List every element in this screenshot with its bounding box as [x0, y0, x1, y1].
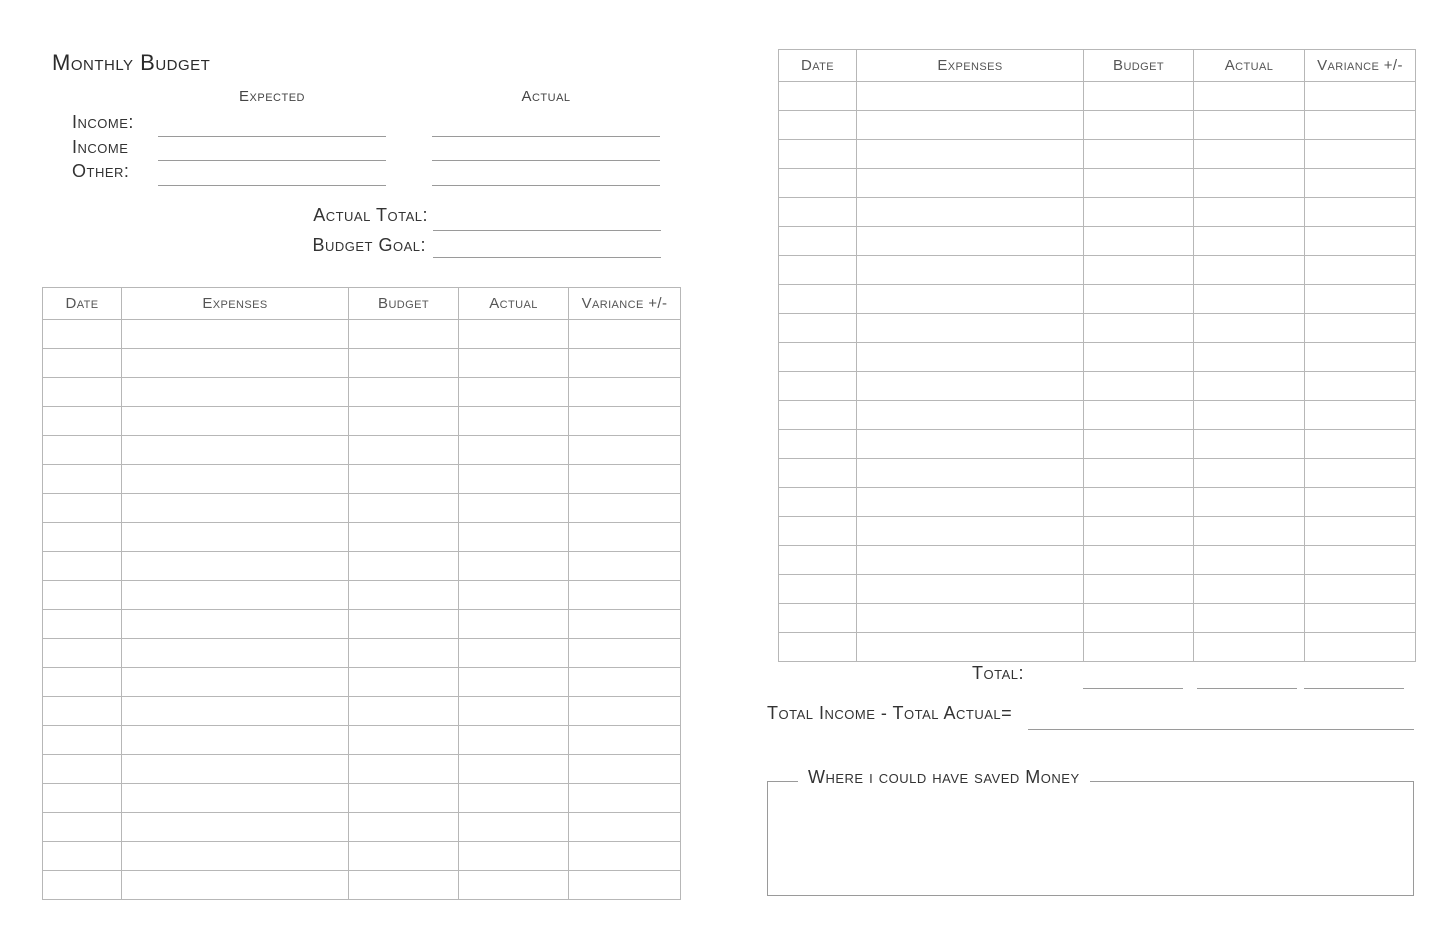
date-cell[interactable] [43, 610, 122, 639]
date-cell[interactable] [779, 314, 857, 343]
variance-column-header: Variance +/- [1305, 50, 1416, 82]
table-header-row [43, 288, 681, 320]
actual-cell[interactable] [1194, 517, 1305, 546]
budget-cell[interactable] [1084, 198, 1194, 227]
date-cell[interactable] [43, 755, 122, 784]
variance-cell[interactable] [569, 436, 681, 465]
actual-cell[interactable] [459, 407, 569, 436]
expense-cell[interactable] [122, 407, 349, 436]
variance-cell[interactable] [569, 639, 681, 668]
actual-cell[interactable] [1194, 546, 1305, 575]
expense-cell[interactable] [857, 430, 1084, 459]
date-cell[interactable] [43, 552, 122, 581]
table-row [779, 256, 1416, 285]
date-cell[interactable] [43, 378, 122, 407]
total-budget-field[interactable] [1083, 688, 1183, 689]
table-row [779, 488, 1416, 517]
variance-cell[interactable] [1305, 169, 1416, 198]
income-actual-field-2[interactable] [432, 160, 660, 161]
budget-cell[interactable] [1084, 314, 1194, 343]
table-row [43, 784, 681, 813]
actual-cell[interactable] [459, 349, 569, 378]
table-row [43, 610, 681, 639]
date-cell[interactable] [43, 465, 122, 494]
savings-notes-title: Where i could have saved Money [798, 767, 1090, 788]
table-row [43, 378, 681, 407]
budget-cell[interactable] [1084, 285, 1194, 314]
actual-cell[interactable] [1194, 633, 1305, 662]
actual-cell[interactable] [459, 668, 569, 697]
budget-cell[interactable] [349, 871, 459, 900]
date-cell[interactable] [43, 494, 122, 523]
actual-cell[interactable] [459, 726, 569, 755]
actual-column-label: Actual [521, 88, 571, 105]
date-cell[interactable] [43, 668, 122, 697]
table-row [779, 633, 1416, 662]
variance-cell[interactable] [569, 697, 681, 726]
variance-cell[interactable] [569, 755, 681, 784]
actual-cell[interactable] [459, 871, 569, 900]
budget-cell[interactable] [1084, 430, 1194, 459]
budget-cell[interactable] [349, 407, 459, 436]
date-cell[interactable] [43, 436, 122, 465]
actual-cell[interactable] [1194, 488, 1305, 517]
actual-total-field[interactable] [433, 230, 661, 231]
budget-cell[interactable] [349, 465, 459, 494]
variance-cell[interactable] [1305, 285, 1416, 314]
actual-total-label: Actual Total: [313, 205, 428, 225]
table-row [43, 465, 681, 494]
expense-cell[interactable] [122, 581, 349, 610]
budget-cell[interactable] [349, 552, 459, 581]
expense-cell[interactable] [857, 575, 1084, 604]
budget-cell[interactable] [1084, 111, 1194, 140]
expense-cell[interactable] [857, 401, 1084, 430]
expense-cell[interactable] [122, 436, 349, 465]
other-row-label: Other: [72, 161, 130, 181]
budget-cell[interactable] [1084, 517, 1194, 546]
date-cell[interactable] [43, 349, 122, 378]
expense-cell[interactable] [122, 523, 349, 552]
actual-cell[interactable] [459, 523, 569, 552]
date-cell[interactable] [43, 784, 122, 813]
actual-cell[interactable] [1194, 575, 1305, 604]
budget-cell[interactable] [349, 842, 459, 871]
expense-cell[interactable] [857, 285, 1084, 314]
actual-cell[interactable] [459, 320, 569, 349]
expenses-column-header: Expenses [857, 50, 1084, 82]
expense-cell[interactable] [122, 668, 349, 697]
date-cell[interactable] [43, 871, 122, 900]
expense-cell[interactable] [857, 372, 1084, 401]
date-cell[interactable] [779, 140, 857, 169]
date-cell[interactable] [779, 285, 857, 314]
budget-column-header: Budget [1084, 50, 1194, 82]
expense-cell[interactable] [122, 871, 349, 900]
table-row [43, 755, 681, 784]
date-cell[interactable] [779, 169, 857, 198]
date-cell[interactable] [43, 320, 122, 349]
date-cell[interactable] [43, 581, 122, 610]
budget-cell[interactable] [349, 813, 459, 842]
income-minus-actual-label: Total Income - Total Actual= [767, 703, 1013, 723]
expense-cell[interactable] [857, 459, 1084, 488]
expense-cell[interactable] [122, 378, 349, 407]
table-row [779, 401, 1416, 430]
actual-cell[interactable] [459, 639, 569, 668]
variance-cell[interactable] [569, 842, 681, 871]
expense-cell[interactable] [122, 494, 349, 523]
actual-cell[interactable] [1194, 401, 1305, 430]
expenses-table-right [778, 49, 1416, 662]
expense-cell[interactable] [122, 610, 349, 639]
expense-cell[interactable] [857, 546, 1084, 575]
actual-cell[interactable] [1194, 256, 1305, 285]
variance-cell[interactable] [569, 523, 681, 552]
budget-cell[interactable] [349, 494, 459, 523]
table-row [779, 604, 1416, 633]
date-cell[interactable] [43, 697, 122, 726]
expense-cell[interactable] [857, 256, 1084, 285]
table-row [43, 871, 681, 900]
variance-cell[interactable] [1305, 488, 1416, 517]
income-actual-field-1[interactable] [432, 136, 660, 137]
actual-cell[interactable] [459, 552, 569, 581]
variance-cell[interactable] [1305, 343, 1416, 372]
actual-cell[interactable] [459, 813, 569, 842]
variance-cell[interactable] [1305, 111, 1416, 140]
income-row-label-2: Income [72, 137, 129, 157]
table-row [43, 407, 681, 436]
date-cell[interactable] [43, 726, 122, 755]
actual-cell[interactable] [1194, 227, 1305, 256]
date-cell[interactable] [779, 633, 857, 662]
budget-cell[interactable] [349, 320, 459, 349]
expense-cell[interactable] [857, 604, 1084, 633]
variance-cell[interactable] [1305, 256, 1416, 285]
actual-cell[interactable] [459, 436, 569, 465]
actual-cell[interactable] [1194, 372, 1305, 401]
variance-cell[interactable] [1305, 372, 1416, 401]
table-row [779, 227, 1416, 256]
expense-cell[interactable] [857, 198, 1084, 227]
date-cell[interactable] [779, 459, 857, 488]
table-row [779, 343, 1416, 372]
expenses-table-left [42, 287, 681, 900]
table-row [43, 523, 681, 552]
actual-cell[interactable] [459, 784, 569, 813]
budget-cell[interactable] [1084, 169, 1194, 198]
variance-cell[interactable] [569, 494, 681, 523]
expense-cell[interactable] [857, 488, 1084, 517]
expense-cell[interactable] [122, 842, 349, 871]
actual-cell[interactable] [1194, 343, 1305, 372]
date-cell[interactable] [779, 111, 857, 140]
date-column-header: Date [779, 50, 857, 82]
budget-cell[interactable] [349, 436, 459, 465]
variance-cell[interactable] [569, 784, 681, 813]
budget-cell[interactable] [1084, 372, 1194, 401]
table-row [779, 285, 1416, 314]
variance-cell[interactable] [1305, 140, 1416, 169]
expense-cell[interactable] [857, 633, 1084, 662]
expense-cell[interactable] [857, 169, 1084, 198]
expense-cell[interactable] [857, 343, 1084, 372]
table-row [779, 140, 1416, 169]
expense-cell[interactable] [122, 726, 349, 755]
page-title: Monthly Budget [52, 50, 211, 75]
variance-cell[interactable] [1305, 401, 1416, 430]
budget-cell[interactable] [1084, 575, 1194, 604]
budget-cell[interactable] [349, 523, 459, 552]
other-actual-field[interactable] [432, 185, 660, 186]
actual-column-header: Actual [459, 288, 569, 320]
income-minus-actual-field[interactable] [1028, 729, 1414, 730]
budget-cell[interactable] [349, 784, 459, 813]
expense-cell[interactable] [122, 349, 349, 378]
total-label: Total: [972, 663, 1024, 683]
variance-cell[interactable] [569, 871, 681, 900]
budget-cell[interactable] [1084, 488, 1194, 517]
table-row [779, 82, 1416, 111]
table-row [779, 314, 1416, 343]
budget-cell[interactable] [349, 726, 459, 755]
budget-column-header: Budget [349, 288, 459, 320]
table-row [779, 169, 1416, 198]
expense-cell[interactable] [122, 465, 349, 494]
income-row-label-1: Income: [72, 112, 134, 132]
variance-cell[interactable] [569, 552, 681, 581]
actual-cell[interactable] [1194, 82, 1305, 111]
income-expected-field-1[interactable] [158, 136, 386, 137]
savings-notes-box[interactable] [767, 781, 1414, 896]
budget-cell[interactable] [1084, 256, 1194, 285]
variance-cell[interactable] [569, 407, 681, 436]
budget-cell[interactable] [1084, 140, 1194, 169]
budget-cell[interactable] [349, 639, 459, 668]
budget-cell[interactable] [1084, 401, 1194, 430]
budget-cell[interactable] [349, 378, 459, 407]
actual-cell[interactable] [459, 697, 569, 726]
variance-cell[interactable] [569, 581, 681, 610]
expense-cell[interactable] [122, 813, 349, 842]
table-row [43, 320, 681, 349]
variance-cell[interactable] [1305, 227, 1416, 256]
variance-cell[interactable] [569, 610, 681, 639]
date-cell[interactable] [779, 372, 857, 401]
date-cell[interactable] [779, 430, 857, 459]
actual-cell[interactable] [459, 610, 569, 639]
actual-cell[interactable] [459, 494, 569, 523]
variance-cell[interactable] [569, 320, 681, 349]
date-cell[interactable] [779, 343, 857, 372]
actual-cell[interactable] [1194, 430, 1305, 459]
table-row [779, 546, 1416, 575]
table-row [43, 349, 681, 378]
date-cell[interactable] [43, 842, 122, 871]
actual-cell[interactable] [459, 755, 569, 784]
table-row [779, 517, 1416, 546]
date-cell[interactable] [43, 523, 122, 552]
expected-column-label: Expected [239, 88, 305, 105]
table-row [43, 552, 681, 581]
actual-cell[interactable] [1194, 314, 1305, 343]
table-row [43, 842, 681, 871]
date-cell[interactable] [43, 639, 122, 668]
budget-cell[interactable] [1084, 604, 1194, 633]
budget-cell[interactable] [349, 349, 459, 378]
budget-cell[interactable] [1084, 227, 1194, 256]
variance-cell[interactable] [1305, 546, 1416, 575]
expense-cell[interactable] [857, 227, 1084, 256]
variance-column-header: Variance +/- [569, 288, 681, 320]
table-row [43, 639, 681, 668]
total-variance-field[interactable] [1304, 688, 1404, 689]
income-expected-field-2[interactable] [158, 160, 386, 161]
budget-cell[interactable] [349, 668, 459, 697]
table-row [43, 494, 681, 523]
budget-cell[interactable] [349, 697, 459, 726]
expense-cell[interactable] [122, 552, 349, 581]
actual-cell[interactable] [459, 842, 569, 871]
budget-cell[interactable] [349, 581, 459, 610]
variance-cell[interactable] [1305, 459, 1416, 488]
date-cell[interactable] [43, 813, 122, 842]
actual-column-header: Actual [1194, 50, 1305, 82]
actual-cell[interactable] [1194, 198, 1305, 227]
expense-cell[interactable] [857, 314, 1084, 343]
budget-cell[interactable] [349, 610, 459, 639]
date-cell[interactable] [779, 575, 857, 604]
table-row [779, 575, 1416, 604]
table-row [779, 372, 1416, 401]
budget-cell[interactable] [1084, 633, 1194, 662]
table-row [779, 198, 1416, 227]
date-cell[interactable] [43, 407, 122, 436]
actual-cell[interactable] [459, 378, 569, 407]
table-row [779, 459, 1416, 488]
table-row [43, 813, 681, 842]
table-row [43, 581, 681, 610]
variance-cell[interactable] [1305, 604, 1416, 633]
variance-cell[interactable] [1305, 82, 1416, 111]
budget-cell[interactable] [349, 755, 459, 784]
budget-goal-field[interactable] [433, 257, 661, 258]
actual-cell[interactable] [1194, 285, 1305, 314]
variance-cell[interactable] [1305, 198, 1416, 227]
expenses-column-header: Expenses [122, 288, 349, 320]
variance-cell[interactable] [569, 726, 681, 755]
variance-cell[interactable] [1305, 314, 1416, 343]
actual-cell[interactable] [1194, 604, 1305, 633]
table-header-row [779, 50, 1416, 82]
other-expected-field[interactable] [158, 185, 386, 186]
actual-cell[interactable] [1194, 111, 1305, 140]
budget-cell[interactable] [1084, 343, 1194, 372]
date-cell[interactable] [779, 256, 857, 285]
date-column-header: Date [43, 288, 122, 320]
budget-cell[interactable] [1084, 546, 1194, 575]
expense-cell[interactable] [122, 697, 349, 726]
date-cell[interactable] [779, 401, 857, 430]
expense-cell[interactable] [857, 140, 1084, 169]
variance-cell[interactable] [569, 813, 681, 842]
expense-cell[interactable] [857, 517, 1084, 546]
expense-cell[interactable] [857, 111, 1084, 140]
table-row [43, 436, 681, 465]
date-cell[interactable] [779, 604, 857, 633]
table-row [779, 430, 1416, 459]
variance-cell[interactable] [1305, 633, 1416, 662]
variance-cell[interactable] [1305, 575, 1416, 604]
date-cell[interactable] [779, 198, 857, 227]
variance-cell[interactable] [569, 349, 681, 378]
table-row [43, 668, 681, 697]
date-cell[interactable] [779, 546, 857, 575]
budget-cell[interactable] [1084, 82, 1194, 111]
expense-cell[interactable] [122, 639, 349, 668]
actual-cell[interactable] [459, 465, 569, 494]
variance-cell[interactable] [569, 378, 681, 407]
date-cell[interactable] [779, 82, 857, 111]
expense-cell[interactable] [857, 82, 1084, 111]
variance-cell[interactable] [569, 465, 681, 494]
table-row [43, 726, 681, 755]
actual-cell[interactable] [459, 581, 569, 610]
expense-cell[interactable] [122, 320, 349, 349]
variance-cell[interactable] [1305, 517, 1416, 546]
total-actual-field[interactable] [1197, 688, 1297, 689]
variance-cell[interactable] [1305, 430, 1416, 459]
expense-cell[interactable] [122, 784, 349, 813]
budget-goal-label: Budget Goal: [312, 235, 426, 255]
date-cell[interactable] [779, 517, 857, 546]
table-row [43, 697, 681, 726]
date-cell[interactable] [779, 488, 857, 517]
table-row [779, 111, 1416, 140]
expense-cell[interactable] [122, 755, 349, 784]
actual-cell[interactable] [1194, 459, 1305, 488]
date-cell[interactable] [779, 227, 857, 256]
actual-cell[interactable] [1194, 140, 1305, 169]
actual-cell[interactable] [1194, 169, 1305, 198]
variance-cell[interactable] [569, 668, 681, 697]
budget-cell[interactable] [1084, 459, 1194, 488]
